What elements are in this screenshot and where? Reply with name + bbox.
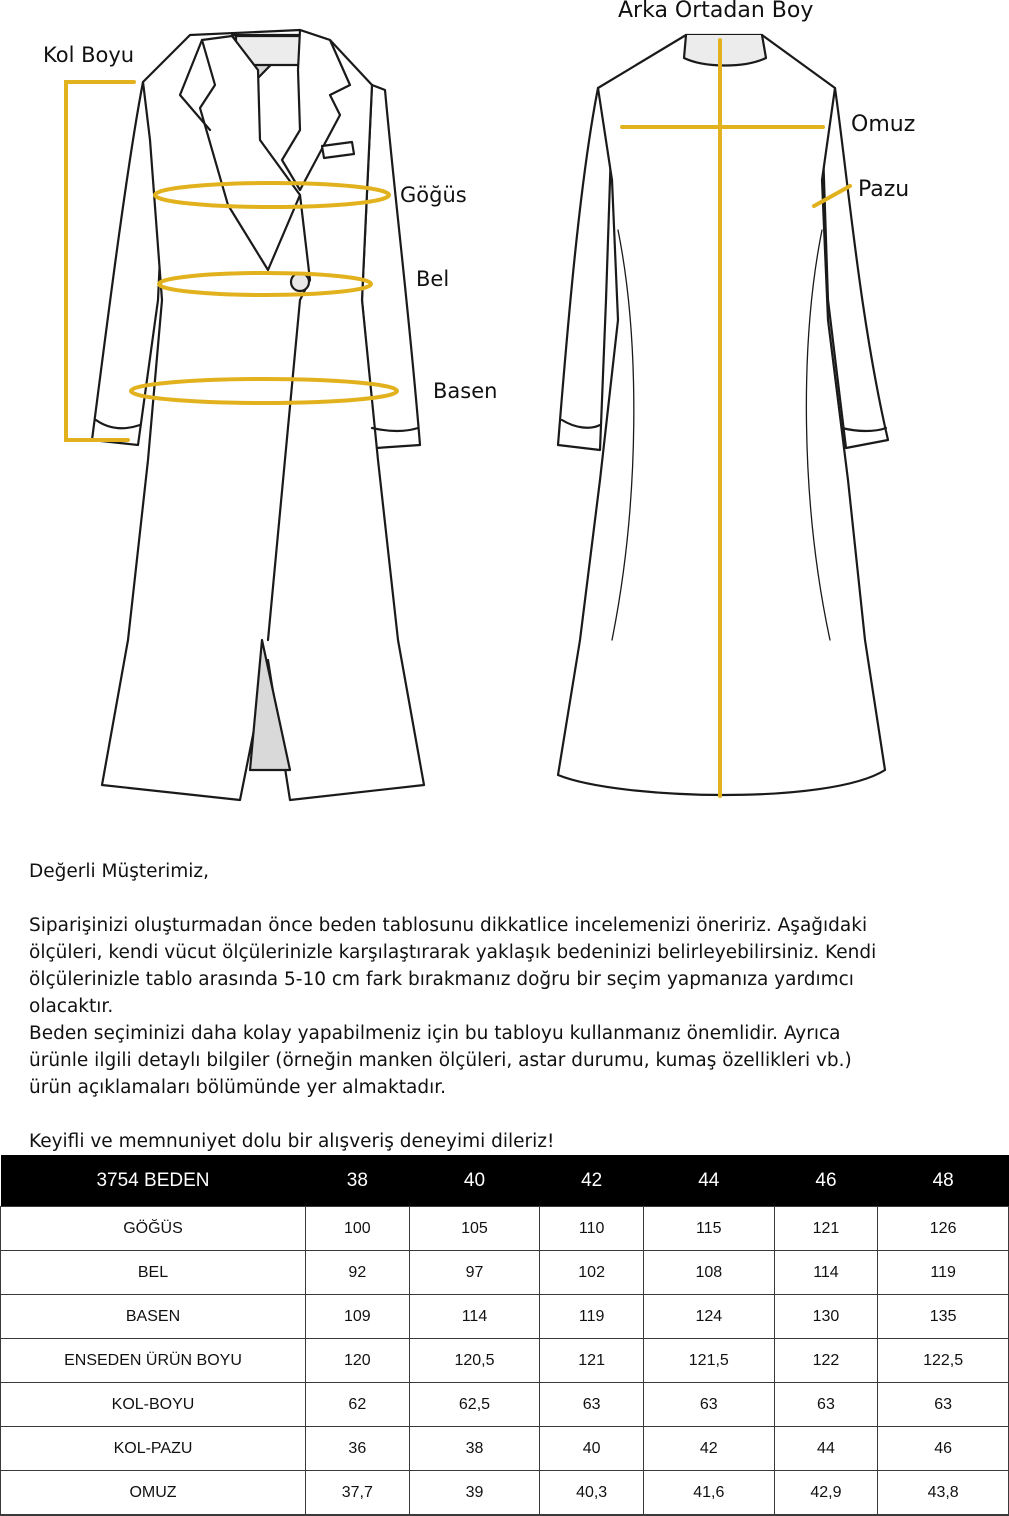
header-cell: 46 [774,1155,878,1207]
note-line: ölçülerinizle tablo arasında 5-10 cm fark bırakmanız doğru bir seçim yapmanıza yardımcı [29,969,854,990]
header-cell: 3754 BEDEN [1,1155,306,1207]
table-cell: 100 [306,1207,410,1251]
table-cell: 43,8 [878,1471,1009,1516]
size-chart-table [0,1155,1009,1516]
table-cell: 63 [774,1383,878,1427]
row-label-cell: KOL-BOYU [1,1383,306,1427]
header-cell: 38 [306,1155,410,1207]
row-label-cell: BEL [1,1251,306,1295]
table-cell: 115 [643,1207,774,1251]
header-cell: 42 [540,1155,644,1207]
gogus-label: Göğüs [400,183,467,207]
table-cell: 110 [540,1207,644,1251]
table-cell: 114 [774,1251,878,1295]
table-cell: 121 [540,1339,644,1383]
table-cell: 108 [643,1251,774,1295]
table-cell: 114 [409,1295,540,1339]
table-cell: 38 [409,1427,540,1471]
table-cell: 121,5 [643,1339,774,1383]
table-cell: 135 [878,1295,1009,1339]
header-cell: 48 [878,1155,1009,1207]
table-cell: 42 [643,1427,774,1471]
table-cell: 122 [774,1339,878,1383]
note-line: Beden seçiminizi daha kolay yapabilmeniz için bu tabloyu kullanmanız önemlidir. Ayrıca [29,1023,841,1044]
arka-ortadan-boy-label: Arka Ortadan Boy [618,0,814,23]
table-cell: 40 [540,1427,644,1471]
table-cell: 119 [878,1251,1009,1295]
table-cell: 62,5 [409,1383,540,1427]
table-cell: 37,7 [306,1471,410,1516]
table-cell: 120,5 [409,1339,540,1383]
table-cell: 63 [878,1383,1009,1427]
table-row [1,1427,1009,1471]
note-line: olacaktır. [29,996,114,1017]
coat-back-view [558,35,888,795]
note-line: ürünle ilgili detaylı bilgiler (örneğin manken ölçüleri, astar durumu, kumaş özellikleri vb.) [29,1050,852,1071]
row-label-cell: BASEN [1,1295,306,1339]
table-cell: 42,9 [774,1471,878,1516]
kol-boyu-label: Kol Boyu [43,43,135,67]
table-cell: 44 [774,1427,878,1471]
table-row [1,1383,1009,1427]
table-cell: 105 [409,1207,540,1251]
table-row [1,1251,1009,1295]
bel-label: Bel [416,267,450,291]
table-header-row [1,1155,1009,1207]
note-line: ölçüleri, kendi vücut ölçülerinizle karşılaştırarak yaklaşık bedeninizi belirleyebilirsiniz. Kendi [29,942,877,963]
table-cell: 92 [306,1251,410,1295]
basen-label: Basen [433,379,498,403]
table-cell: 41,6 [643,1471,774,1516]
table-row [1,1339,1009,1383]
table-row [1,1471,1009,1516]
table-cell: 46 [878,1427,1009,1471]
row-label-cell: OMUZ [1,1471,306,1516]
table-cell: 63 [643,1383,774,1427]
note-line: Siparişinizi oluşturmadan önce beden tablosunu dikkatlice incelemenizi öneririz. Aşağıdaki [29,915,868,936]
note-closing: Keyifli ve memnuniyet dolu bir alışveriş deneyimi dileriz! [29,1131,555,1152]
row-label-cell: ENSEDEN ÜRÜN BOYU [1,1339,306,1383]
table-cell: 36 [306,1427,410,1471]
table-cell: 109 [306,1295,410,1339]
table-cell: 126 [878,1207,1009,1251]
table-cell: 63 [540,1383,644,1427]
table-cell: 97 [409,1251,540,1295]
row-label-cell: KOL-PAZU [1,1427,306,1471]
table-cell: 120 [306,1339,410,1383]
table-cell: 39 [409,1471,540,1516]
header-cell: 40 [409,1155,540,1207]
table-cell: 130 [774,1295,878,1339]
table-row [1,1207,1009,1251]
table-cell: 121 [774,1207,878,1251]
table-cell: 119 [540,1295,644,1339]
table-row [1,1295,1009,1339]
pazu-label: Pazu [858,177,910,202]
customer-note [29,858,989,1155]
table-cell: 122,5 [878,1339,1009,1383]
note-greeting: Değerli Müşterimiz, [29,861,209,882]
table-cell: 124 [643,1295,774,1339]
omuz-label: Omuz [851,112,916,137]
note-line: ürün açıklamaları bölümünde yer almaktadır. [29,1077,446,1098]
table-cell: 40,3 [540,1471,644,1516]
header-cell: 44 [643,1155,774,1207]
coat-front-view [92,30,424,800]
table-cell: 62 [306,1383,410,1427]
table-cell: 102 [540,1251,644,1295]
row-label-cell: GÖĞÜS [1,1207,306,1251]
